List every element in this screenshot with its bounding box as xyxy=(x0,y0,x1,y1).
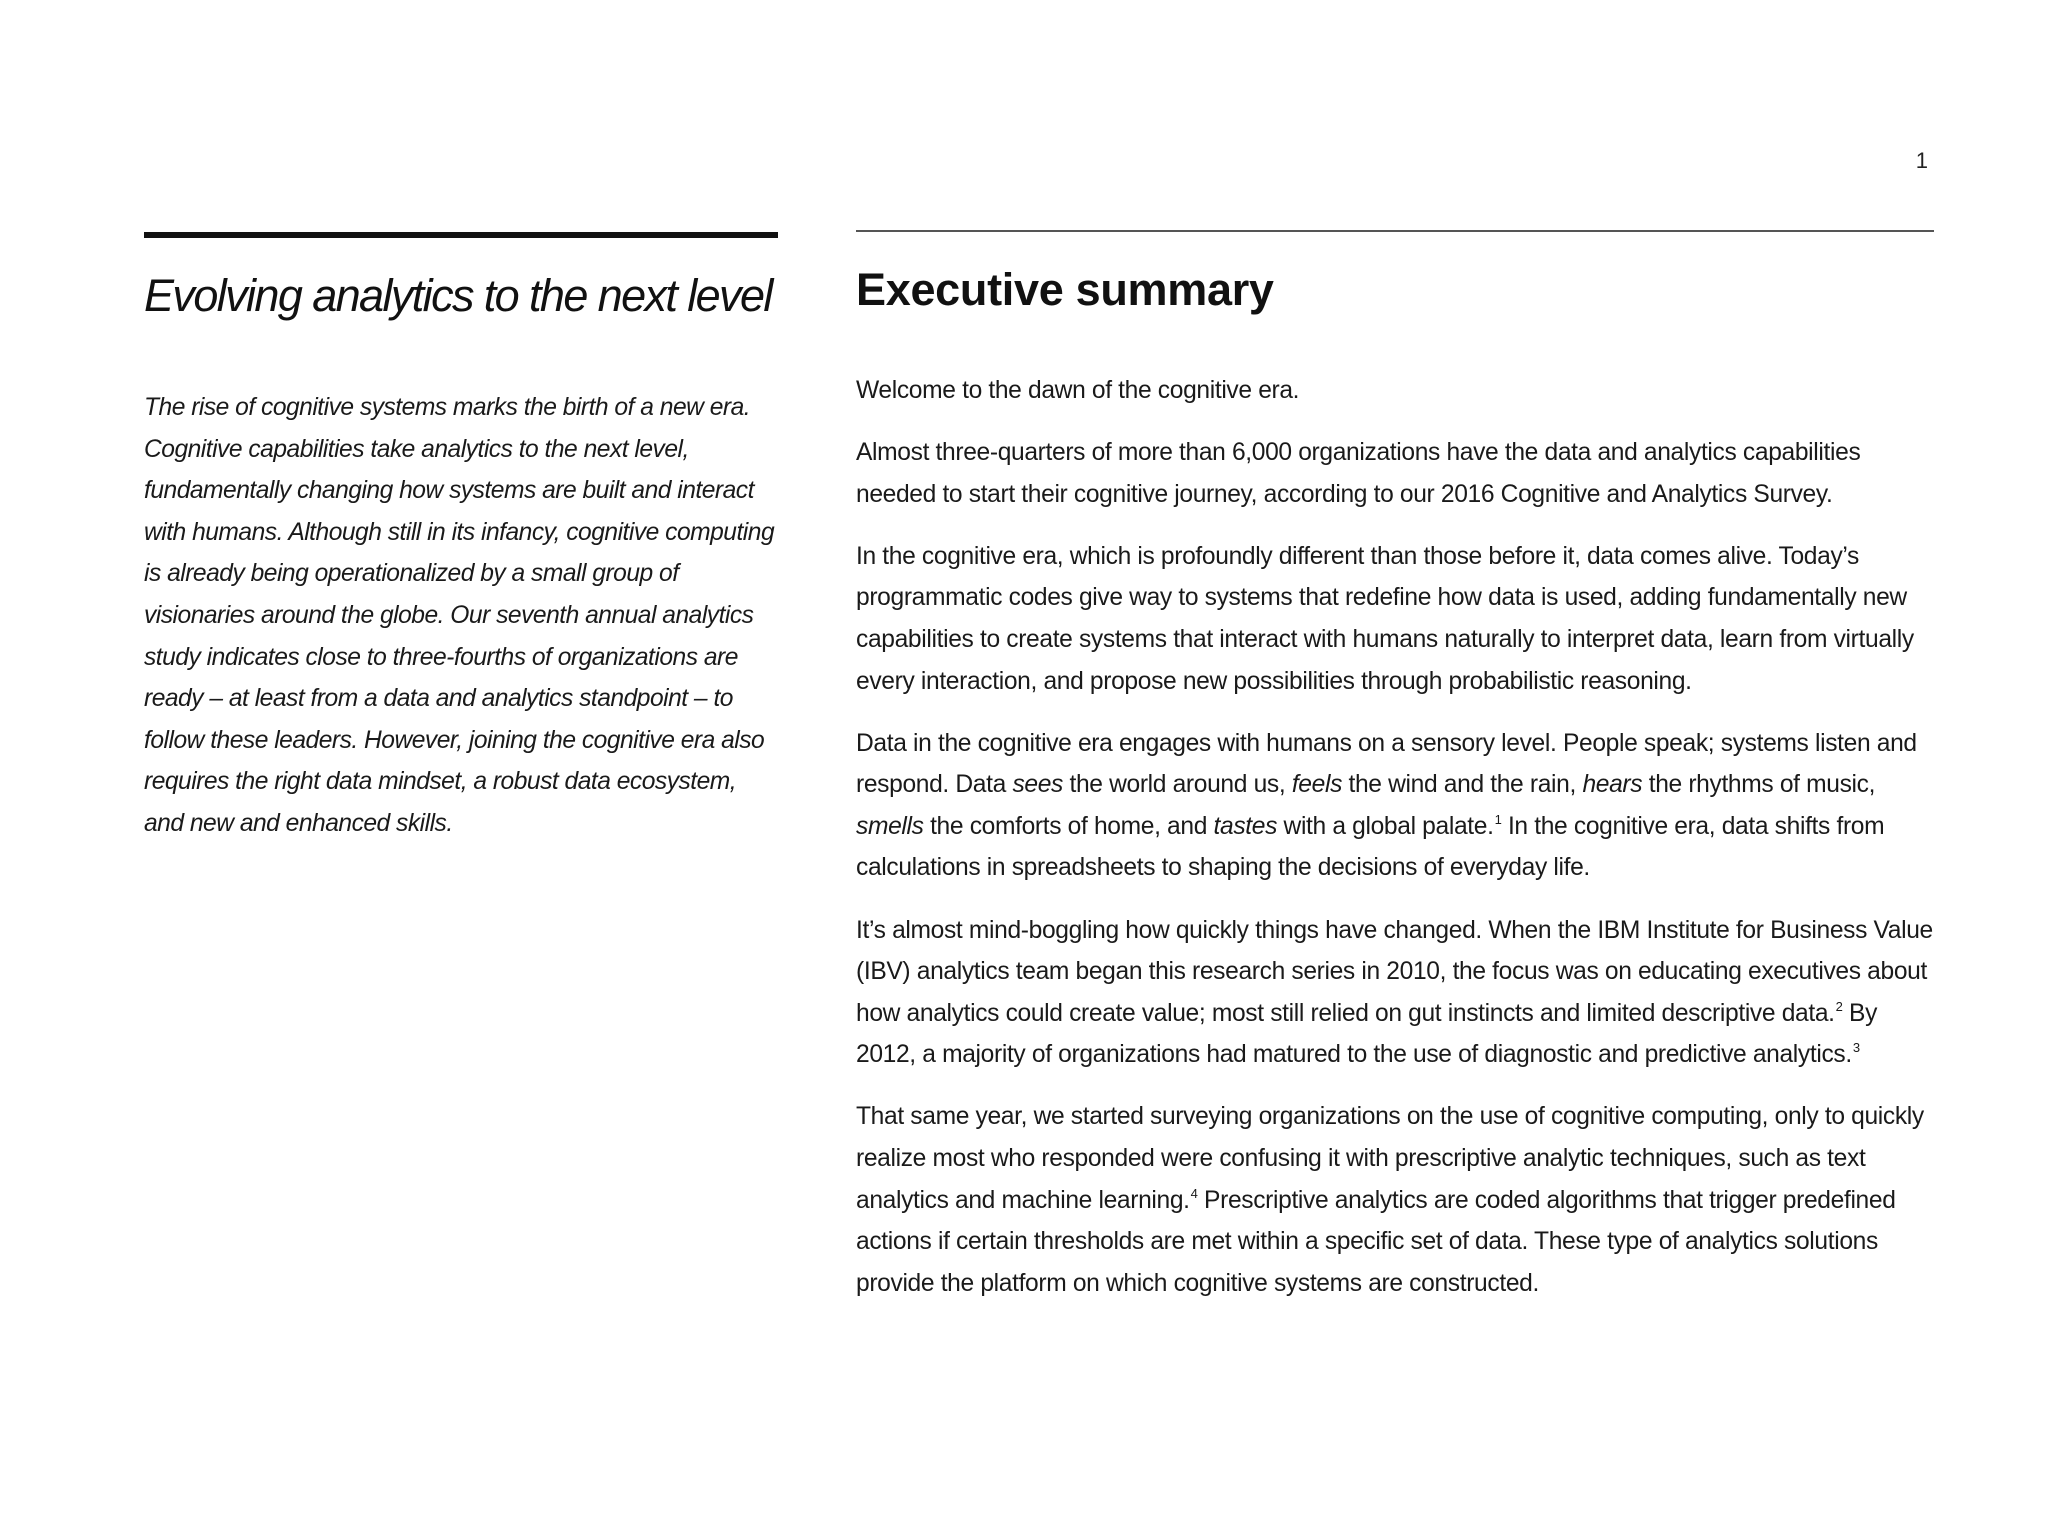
section-title: Executive summary xyxy=(856,264,1274,315)
paragraph-2: Almost three-quarters of more than 6,000 organizations have the data and analytics capabilities needed to start their cognitive journey, according to our 2016 Cognitive and Analytics Survey. xyxy=(856,439,1861,508)
paragraph-6 xyxy=(856,1096,1934,1304)
paragraph-4-text: the world around us, xyxy=(1063,771,1292,799)
paragraph-1: Welcome to the dawn of the cognitive era. xyxy=(856,377,1300,404)
body-text xyxy=(856,370,1934,1304)
paragraph-4-text: the comforts of home, and xyxy=(923,812,1214,840)
paragraph-5-text: By 2012, a majority of organizations had matured to the use of diagnostic and predictive analytics. xyxy=(856,999,1878,1069)
paragraph-5 xyxy=(856,910,1934,1076)
footnote-ref-1: 1 xyxy=(1494,811,1502,827)
sidebar-column xyxy=(144,232,778,845)
paragraph-5-text: It’s almost mind-boggling how quickly things have changed. When the IBM Institute for Business Value (IBV) analytics team began this research series in 2010, the focus was on educating executives about how analytics could create value; most still relied on gut instincts and limited descriptive data. xyxy=(856,916,1933,1027)
paragraph-4-text: with a global palate. xyxy=(1277,812,1494,840)
paragraph-3: In the cognitive era, which is profoundly different than those before it, data comes alive. Today’s programmatic codes give way to systems that redefine how data is used, adding fundamentally new capabilities to create systems that interact with humans naturally to interpret data, learn from virtually every interaction, and propose new possibilities through probabilistic reasoning. xyxy=(856,542,1914,695)
emphasis-smells: smells xyxy=(856,812,924,840)
footnote-ref-2: 2 xyxy=(1835,998,1843,1014)
main-top-rule xyxy=(856,230,1934,232)
paragraph-6-text: Prescriptive analytics are coded algorithms that trigger predefined actions if certain thresholds are met within a specific set of data. These type of analytics solutions provide the platform on which cognitive systems are constructed. xyxy=(856,1186,1896,1297)
paragraph-4-text: In the cognitive era, data shifts from calculations in spreadsheets to shaping the decisions of everyday life. xyxy=(856,812,1885,882)
paragraph-4 xyxy=(856,723,1934,889)
sidebar-top-rule xyxy=(144,232,778,238)
paragraph-4-text: the rhythms of music, xyxy=(1642,771,1876,799)
paragraph-4-text: Data in the cognitive era engages with humans on a sensory level. People speak; systems listen and respond. Data xyxy=(856,729,1917,799)
paragraph-6-text: That same year, we started surveying organizations on the use of cognitive computing, only to quickly realize most who responded were confusing it with prescriptive analytic techniques, such as text analytics and machine learning. xyxy=(856,1103,1924,1214)
emphasis-sees: sees xyxy=(1012,771,1063,799)
main-column xyxy=(856,230,1934,1325)
footnote-ref-4: 4 xyxy=(1190,1185,1198,1201)
page-number: 1 xyxy=(1915,148,1928,173)
emphasis-feels: feels xyxy=(1291,771,1343,799)
footnote-ref-3: 3 xyxy=(1852,1040,1860,1056)
sidebar-title: Evolving analytics to the next level xyxy=(144,270,772,321)
paragraph-4-text: the wind and the rain, xyxy=(1342,771,1583,799)
emphasis-hears: hears xyxy=(1582,771,1643,799)
emphasis-tastes: tastes xyxy=(1213,812,1278,840)
sidebar-intro-text: The rise of cognitive systems marks the birth of a new era. Cognitive capabilities take analytics to the next level, fundamentally changing how systems are built and interact with humans. Although still in its infancy, cognitive computing is already being operationalized by a small group of visionaries around the globe. Our seventh annual analytics study indicates close to three-fourths of organizations are ready – at least from a data and analytics standpoint – to follow these leaders. However, joining the cognitive era also requires the right data mindset, a robust data ecosystem, and new and enhanced skills. xyxy=(144,394,775,837)
